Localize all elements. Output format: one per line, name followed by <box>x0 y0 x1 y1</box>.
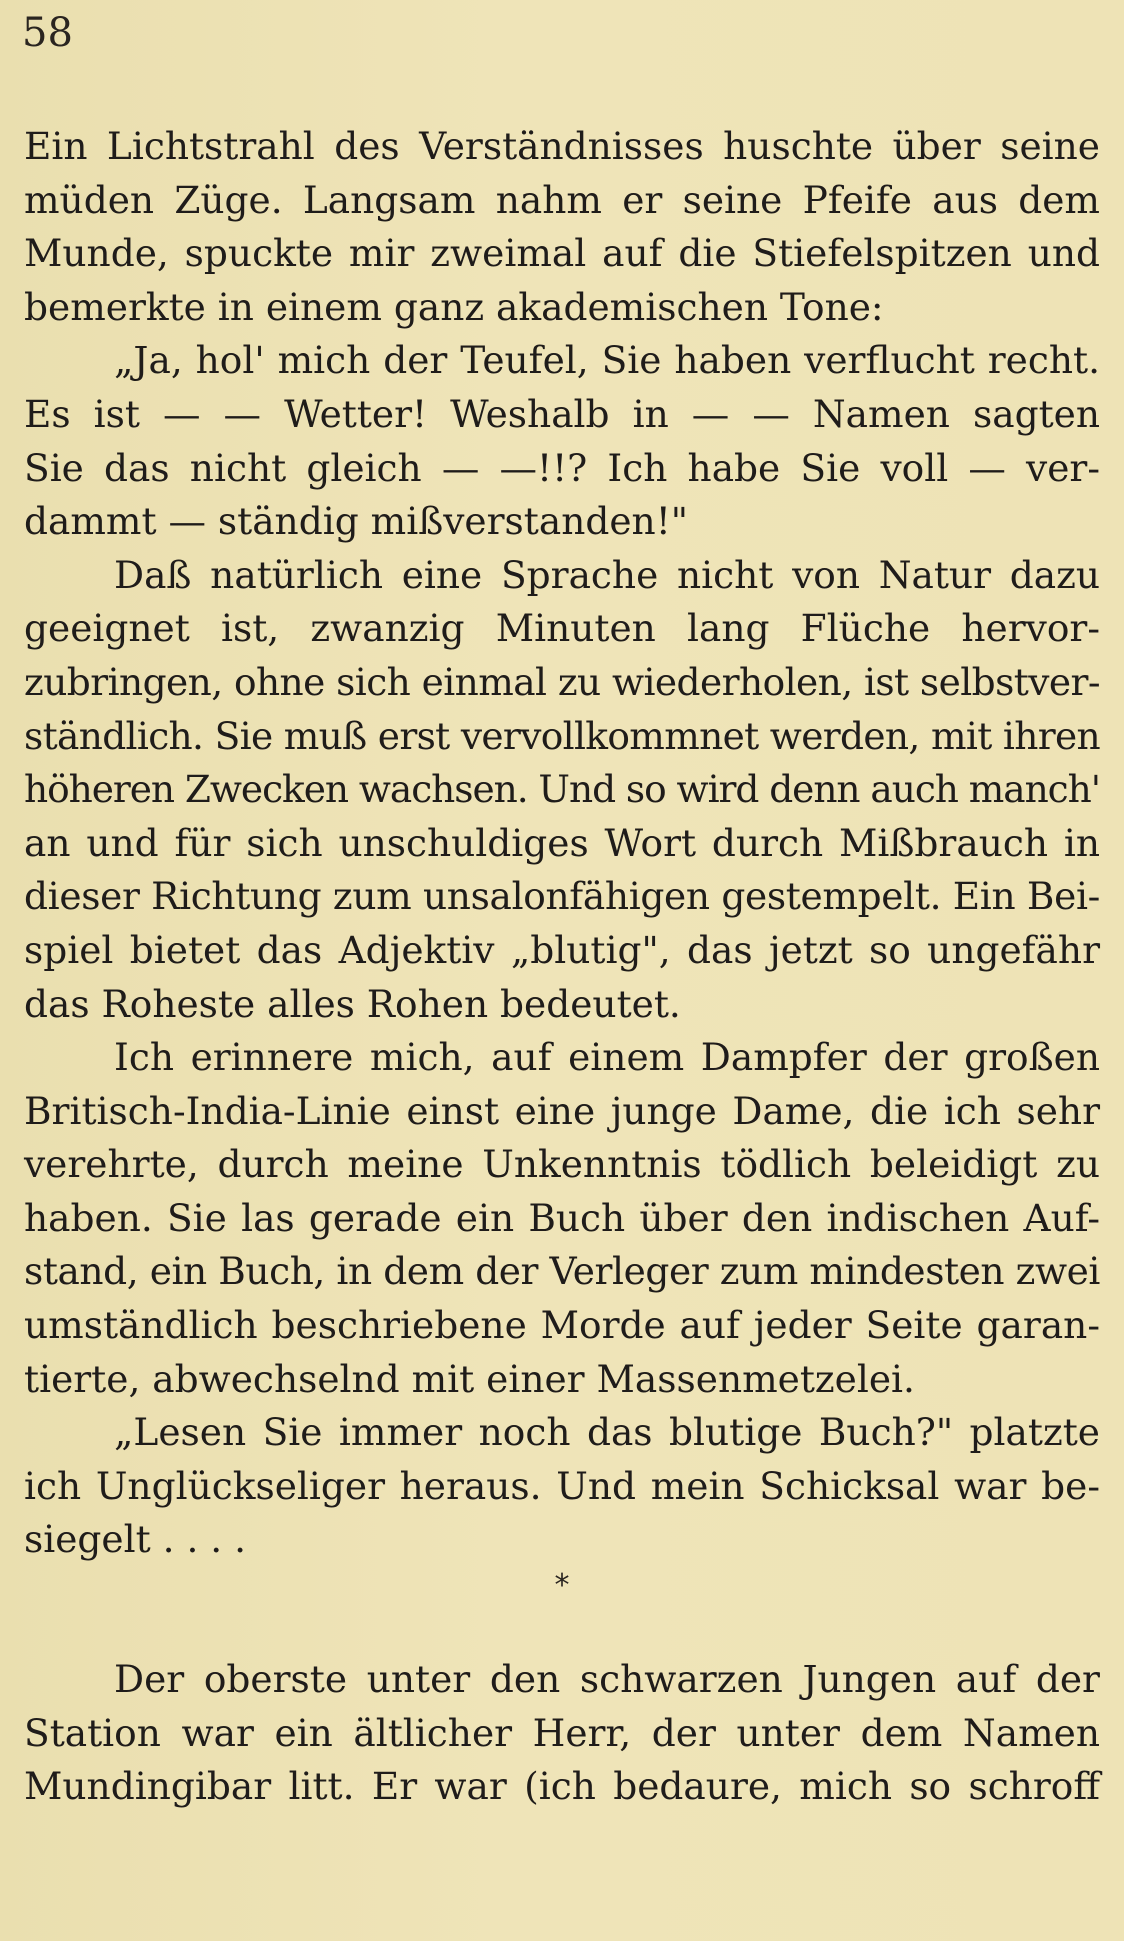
text-line: spiel bietet das Adjektiv „blutig", das jetzt so ungefähr <box>24 927 1100 972</box>
text-line: dammt — ständig mißverstanden!" <box>24 499 689 544</box>
text-line: bemerkte in einem ganz akademischen Tone: <box>24 284 884 329</box>
text-line: Mundingibar litt. Er war (ich bedaure, mich so schroff <box>24 1764 1100 1809</box>
text-line: Sie das nicht gleich — —!!? Ich habe Sie voll — ver- <box>24 445 1100 490</box>
text-line: müden Züge. Langsam nahm er seine Pfeife aus dem <box>24 177 1100 222</box>
section-separator <box>0 1568 1124 1603</box>
text-line: „Ja, hol' mich der Teufel, Sie haben verflucht recht. <box>114 338 1100 383</box>
text-line: höheren Zwecken wachsen. Und so wird denn auch manch' <box>24 767 1100 812</box>
text-line: verehrte, durch meine Unkenntnis tödlich beleidigt zu <box>24 1142 1100 1187</box>
text-line: siegelt . . . . <box>24 1517 247 1562</box>
text-block-section <box>24 1653 1100 1814</box>
text-line: Ein Lichtstrahl des Verständnisses huschte über seine <box>24 124 1100 168</box>
text-line: Ich erinnere mich, auf einem Dampfer der großen <box>114 1035 1100 1080</box>
text-line: tierte, abwechselnd mit einer Massenmetzelei. <box>24 1356 915 1401</box>
text-line: Der oberste unter den schwarzen Jungen auf der <box>114 1657 1100 1701</box>
text-line: zubringen, ohne sich einmal zu wiederholen, ist selbstver- <box>24 659 1100 704</box>
text-line: Station war ein ältlicher Herr, der unter dem Namen <box>24 1710 1100 1755</box>
text-line: geeignet ist, zwanzig Minuten lang Flüche hervor- <box>24 606 1100 651</box>
text-line: ich Unglückseliger heraus. Und mein Schicksal war be- <box>24 1463 1100 1508</box>
text-block-main <box>24 120 1100 1567</box>
text-line: ständlich. Sie muß erst vervollkommnet werden, mit ihren <box>24 713 1100 758</box>
text-line: Es ist — — Wetter! Weshalb in — — Namen sagten <box>24 391 1100 436</box>
text-line: haben. Sie las gerade ein Buch über den indischen Auf- <box>24 1195 1100 1240</box>
text-line: stand, ein Buch, in dem der Verleger zum mindesten zwei <box>24 1249 1100 1294</box>
asterisk-separator-glyph: * <box>554 1568 570 1603</box>
text-line: umständlich beschriebene Morde auf jeder Seite garan- <box>24 1303 1100 1348</box>
text-line: „Lesen Sie immer noch das blutige Buch?" platzte <box>114 1410 1100 1455</box>
text-line: an und für sich unschuldiges Wort durch Mißbrauch in <box>24 820 1100 865</box>
text-line: Munde, spuckte mir zweimal auf die Stiefelspitzen und <box>24 231 1100 276</box>
page-number: 58 <box>22 10 73 56</box>
text-line: das Roheste alles Rohen bedeutet. <box>24 981 681 1026</box>
text-line: Daß natürlich eine Sprache nicht von Natur dazu <box>114 552 1100 597</box>
text-line: Britisch-India-Linie einst eine junge Dame, die ich sehr <box>24 1088 1100 1133</box>
text-line: dieser Richtung zum unsalonfähigen gestempelt. Ein Bei- <box>24 874 1100 919</box>
